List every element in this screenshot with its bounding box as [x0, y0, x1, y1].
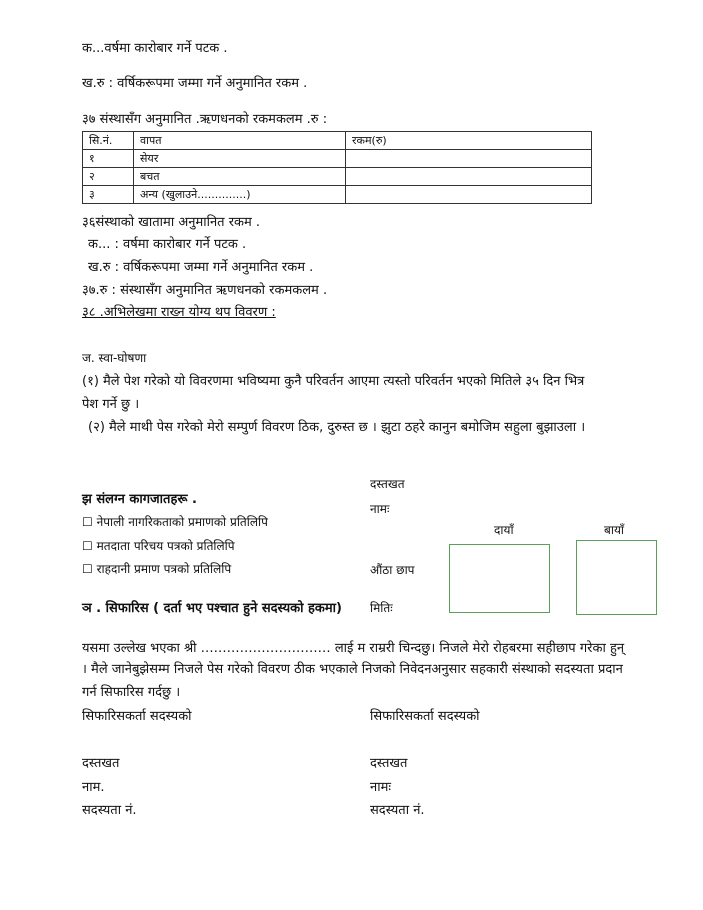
table-cell[interactable] — [346, 150, 592, 168]
recommendation-heading: ञ . सिफारिस ( दर्ता भए पश्चात हुने सदस्यको हकमा) — [82, 601, 342, 616]
line-additional-details: ३८ .अभिलेखमा राख्न योग्य थप विवरण : — [82, 305, 276, 320]
recommender-right-title: सिफारिसकर्ता सदस्यको — [370, 709, 480, 724]
recommendation-line-3: गर्न सिफारिस गर्दछु । — [82, 685, 181, 700]
right-thumb-label: दायाँ — [494, 523, 514, 537]
estimate-table — [82, 131, 592, 204]
line-account-estimate: ३६संस्थाको खातामा अनुमानित रकम . — [82, 215, 261, 230]
attachment-passport[interactable]: ☐ राहदानी प्रमाण पत्रको प्रतिलिपि — [82, 562, 232, 576]
line-loan-amount: ३७.रु : संस्थासँग अनुमानित ऋणधनको रकमकलम . — [82, 283, 328, 298]
left-thumb-label: बायाँ — [604, 523, 625, 537]
line-annual-deposit: ख.रु : वर्षिकरूपमा जम्मा गर्ने अनुमानित रकम . — [82, 76, 308, 91]
table-cell[interactable] — [346, 168, 592, 186]
table-header-row — [83, 132, 592, 150]
date-label: मितिः — [370, 601, 393, 615]
recommender-left-name: नाम. — [82, 780, 105, 795]
name-label: नामः — [370, 502, 390, 516]
table-cell: २ — [83, 168, 134, 186]
table-row — [83, 168, 592, 186]
declaration-para-1-line-2: पेश गर्ने छु । — [82, 397, 140, 412]
line-estimated-loan: ३७ संस्थासँग अनुमानित .ऋणधनको रकमकलम .रु : — [82, 112, 328, 127]
table-cell: अन्य (खुलाउने..............) — [134, 186, 346, 204]
table-cell: १ — [83, 150, 134, 168]
table-header-cell: रकम(रु) — [346, 132, 592, 150]
line-yearly-deposit: ख.रु : वर्षिकरूपमा जम्मा गर्ने अनुमानित रकम . — [88, 260, 314, 275]
recommender-right-sign: दस्तखत — [370, 756, 408, 771]
recommender-left-sign: दस्तखत — [82, 756, 120, 771]
table-cell: सेयर — [134, 150, 346, 168]
attachment-citizenship[interactable]: ☐ नेपाली नागरिकताको प्रमाणको प्रतिलिपि — [82, 515, 268, 529]
thumbprint-label: औंठा छाप — [370, 563, 415, 577]
attachment-voter-id[interactable]: ☐ मतदाता परिचय पत्रको प्रतिलिपि — [82, 539, 235, 553]
table-row — [83, 186, 592, 204]
declaration-para-2: (२) मैले माथी पेस गरेको मेरो सम्पुर्ण विवरण ठिक, दुरुस्त छ । झुटा ठहरे कानुन बमोजिम सहुला बुझाउला । — [88, 420, 586, 435]
declaration-para-1-line-1: (१) मैले पेश गरेको यो विवरणमा भविष्यमा कुनै परिवर्तन आएमा त्यस्तो परिवर्तन भएको मितिले ३५ दिन भित्र — [82, 374, 585, 389]
declaration-heading: ज. स्वा-घोषणा — [82, 351, 147, 365]
table-row — [83, 150, 592, 168]
table-cell[interactable] — [346, 186, 592, 204]
line-transaction-frequency: क...वर्षमा कारोबार गर्ने पटक . — [82, 41, 228, 56]
table-cell: ३ — [83, 186, 134, 204]
recommender-left-title: सिफारिसकर्ता सदस्यको — [82, 709, 192, 724]
table-header-cell: सि.नं. — [83, 132, 134, 150]
signature-label: दस्तखत — [370, 477, 405, 491]
attachments-heading: झ संलग्न कागजातहरू . — [82, 492, 197, 507]
recommendation-line-2: । मैले जानेबुझेसम्म निजले पेस गरेको विवरण ठीक भएकाले निजको निवेदनअनुसार सहकारी संस्थाको सदस्यता प्रदान — [82, 662, 623, 677]
line-yearly-transactions: क... : वर्षमा कारोबार गर्ने पटक . — [88, 237, 247, 252]
recommender-right-membership: सदस्यता नं. — [370, 803, 425, 818]
left-thumbprint-box — [576, 540, 657, 615]
recommender-left-membership: सदस्यता नं. — [82, 803, 137, 818]
table-header-cell: वापत — [134, 132, 346, 150]
recommender-right-name: नामः — [370, 780, 391, 795]
table-cell: बचत — [134, 168, 346, 186]
recommendation-line-1: यसमा उल्लेख भएका श्री ………………………… लाई म राम्ररी चिन्दछु। निजले मेरो रोहबरमा सहीछाप गरेका हुन् — [82, 641, 625, 656]
right-thumbprint-box — [449, 544, 550, 613]
